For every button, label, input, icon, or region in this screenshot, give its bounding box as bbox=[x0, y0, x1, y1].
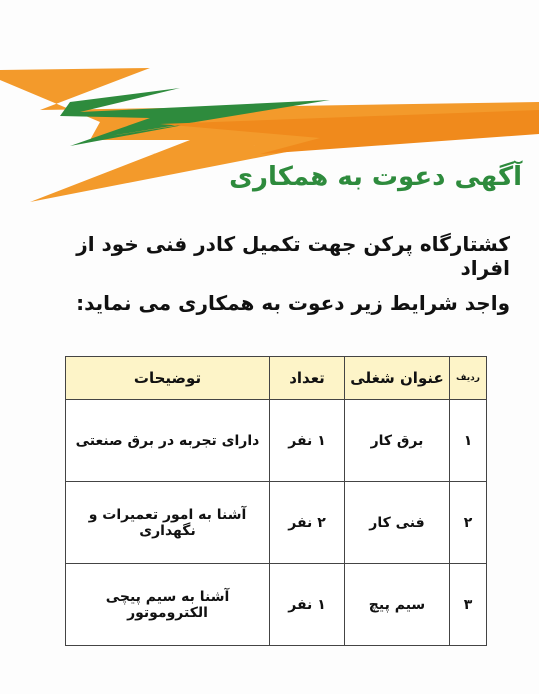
job-description: دارای تجربه در برق صنعتی bbox=[66, 400, 270, 482]
job-count: ۱ نفر bbox=[270, 400, 345, 482]
header-count: تعداد bbox=[270, 357, 345, 400]
table-header-row bbox=[66, 357, 487, 400]
row-number: ۱ bbox=[450, 400, 487, 482]
job-title: سیم پیچ bbox=[345, 564, 450, 646]
row-number: ۲ bbox=[450, 482, 487, 564]
intro-line-1: کشتارگاه پرکن جهت تکمیل کادر فنی خود از افراد bbox=[76, 232, 510, 280]
job-title: فنی کار bbox=[345, 482, 450, 564]
table-row bbox=[66, 400, 487, 482]
row-number: ۳ bbox=[450, 564, 487, 646]
banner-title: آگهی دعوت به همکاری bbox=[229, 162, 522, 192]
table-row bbox=[66, 564, 487, 646]
job-title: برق کار bbox=[345, 400, 450, 482]
header-description: توضیحات bbox=[66, 357, 270, 400]
table-row bbox=[66, 482, 487, 564]
job-description: آشنا به سیم پیچی الکتروموتور bbox=[66, 564, 270, 646]
job-count: ۱ نفر bbox=[270, 564, 345, 646]
job-count: ۲ نفر bbox=[270, 482, 345, 564]
intro-line-2: واجد شرایط زیر دعوت به همکاری می نماید: bbox=[76, 291, 510, 315]
job-description: آشنا به امور تعمیرات و نگهداری bbox=[66, 482, 270, 564]
header-job-title: عنوان شغلی bbox=[345, 357, 450, 400]
jobs-table bbox=[65, 356, 487, 646]
header-row-number: ردیف bbox=[450, 357, 487, 400]
